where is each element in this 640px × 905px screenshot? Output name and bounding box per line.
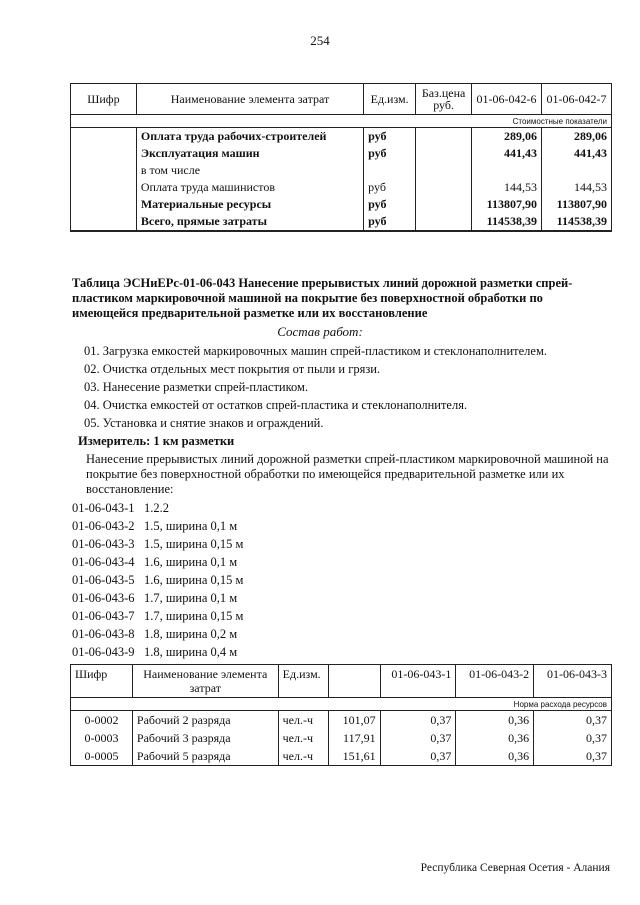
- header-col-1: 01-06-042-6: [472, 84, 542, 115]
- row-name: Материальные ресурсы: [136, 196, 363, 213]
- row-unit: руб: [364, 196, 416, 213]
- row-name: в том числе: [136, 162, 363, 179]
- row-unit: чел.-ч: [278, 729, 328, 747]
- meter-label: Измеритель: 1 км разметки: [78, 434, 235, 448]
- cost-table-subheader: [71, 115, 612, 128]
- header-price: [328, 665, 380, 698]
- item-text: 1.5, ширина 0,15 м: [144, 537, 244, 551]
- row-value-2: 114538,39: [542, 213, 612, 231]
- header-base-price: Баз.цена руб.: [416, 84, 472, 115]
- row-value-2: 144,53: [542, 179, 612, 196]
- work-item: 03. Нанесение разметки спрей-пластиком.: [84, 380, 309, 394]
- item-text: 1.8, ширина 0,2 м: [144, 627, 238, 641]
- item-text: 1.6, ширина 0,1 м: [144, 555, 238, 569]
- cost-table-header: [71, 84, 612, 115]
- item-text: 1.7, ширина 0,1 м: [144, 591, 238, 605]
- row-value-1: [472, 162, 542, 179]
- row-price: 117,91: [328, 729, 380, 747]
- header-unit: Ед.изм.: [278, 665, 328, 698]
- row-value-2: [542, 162, 612, 179]
- page-footer: Республика Северная Осетия - Алания: [420, 862, 610, 874]
- work-item: 02. Очистка отдельных мест покрытия от пыли и грязи.: [84, 362, 381, 376]
- row-unit: чел.-ч: [278, 747, 328, 766]
- item-code: 01-06-043-6: [72, 591, 135, 605]
- item-code: 01-06-043-9: [72, 645, 135, 659]
- cost-table: [70, 83, 612, 232]
- row-name: Всего, прямые затраты: [136, 213, 363, 231]
- resource-table-subheader: [71, 698, 612, 711]
- resource-table-header: [71, 665, 612, 698]
- table-title: Таблица ЭСНиЕРс-01-06-043 Нанесение прерывистых линий дорожной разметки спрей-пластиком маркировочной машиной на покрытие без поверхностной обработки по имеющейся предварительной разметке или их восстановление: [72, 276, 573, 320]
- item-code: 01-06-043-2: [72, 519, 135, 533]
- table-row: [71, 711, 612, 730]
- list-item: [72, 609, 243, 624]
- row-value-1: 113807,90: [472, 196, 542, 213]
- row-name: Рабочий 2 разряда: [132, 711, 278, 730]
- row-value-1: 0,37: [380, 711, 456, 730]
- table-row: [71, 213, 612, 231]
- row-unit: чел.-ч: [278, 711, 328, 730]
- table-row: [71, 729, 612, 747]
- header-col-2: 01-06-043-2: [456, 665, 534, 698]
- row-name: Эксплуатация машин: [136, 145, 363, 162]
- list-item: [72, 501, 169, 516]
- header-col-1: 01-06-043-1: [380, 665, 456, 698]
- row-value-3: 0,37: [534, 729, 612, 747]
- row-value-2: 0,36: [456, 711, 534, 730]
- row-unit: руб: [364, 213, 416, 231]
- table-row: [71, 162, 612, 179]
- header-name: Наименование элемента затрат: [136, 84, 363, 115]
- section-title: Состав работ:: [277, 324, 363, 339]
- row-unit: руб: [364, 179, 416, 196]
- row-value-1: 441,43: [472, 145, 542, 162]
- item-code: 01-06-043-1: [72, 501, 135, 515]
- item-code: 01-06-043-8: [72, 627, 135, 641]
- list-item: [72, 537, 243, 552]
- row-unit: [364, 162, 416, 179]
- row-name: Рабочий 3 разряда: [132, 729, 278, 747]
- list-item: [72, 519, 237, 534]
- row-price: 151,61: [328, 747, 380, 766]
- work-item: 05. Установка и снятие знаков и ограждений.: [84, 416, 324, 430]
- row-code: 0-0005: [71, 747, 133, 766]
- subheader-resource-norms: Норма расхода ресурсов: [71, 698, 612, 711]
- header-code: Шифр: [71, 665, 133, 698]
- header-name: Наименование элемента затрат: [132, 665, 278, 698]
- row-name: Рабочий 5 разряда: [132, 747, 278, 766]
- subheader-cost-indicators: Стоимостные показатели: [71, 115, 612, 128]
- row-unit: руб: [364, 128, 416, 146]
- table-row: [71, 179, 612, 196]
- row-value-2: 441,43: [542, 145, 612, 162]
- work-item: 04. Очистка емкостей от остатков спрей-пластика и стеклонаполнителя.: [84, 398, 468, 412]
- row-value-1: 0,37: [380, 747, 456, 766]
- row-value-2: 289,06: [542, 128, 612, 146]
- list-item: [72, 555, 237, 570]
- table-row: [71, 128, 612, 146]
- row-code: 0-0003: [71, 729, 133, 747]
- table-row: [71, 145, 612, 162]
- row-unit: руб: [364, 145, 416, 162]
- list-item: [72, 627, 237, 642]
- item-code: 01-06-043-4: [72, 555, 135, 569]
- resource-table: [70, 664, 612, 766]
- item-text: 1.7, ширина 0,15 м: [144, 609, 244, 623]
- row-value-2: 0,36: [456, 747, 534, 766]
- table-row: [71, 196, 612, 213]
- table-row: [71, 747, 612, 766]
- row-value-2: 113807,90: [542, 196, 612, 213]
- row-code: 0-0002: [71, 711, 133, 730]
- row-value-3: 0,37: [534, 747, 612, 766]
- header-col-2: 01-06-042-7: [542, 84, 612, 115]
- row-value-1: 289,06: [472, 128, 542, 146]
- item-text: 1.5, ширина 0,1 м: [144, 519, 238, 533]
- row-value-3: 0,37: [534, 711, 612, 730]
- item-text: 1.8, ширина 0,4 м: [144, 645, 238, 659]
- row-value-1: 0,37: [380, 729, 456, 747]
- item-text: 1.6, ширина 0,15 м: [144, 573, 244, 587]
- list-item: [72, 573, 243, 588]
- row-value-1: 114538,39: [472, 213, 542, 231]
- item-code: 01-06-043-5: [72, 573, 135, 587]
- description: Нанесение прерывистых линий дорожной разметки спрей-пластиком маркировочной машиной на покрытие без поверхностной обработки по имеющейся предварительной разметке или их восстановление:: [86, 452, 609, 496]
- header-unit: Ед.изм.: [364, 84, 416, 115]
- row-name: Оплата труда машинистов: [136, 179, 363, 196]
- row-price: 101,07: [328, 711, 380, 730]
- header-code: Шифр: [71, 84, 137, 115]
- row-name: Оплата труда рабочих-строителей: [136, 128, 363, 146]
- row-value-1: 144,53: [472, 179, 542, 196]
- header-col-3: 01-06-043-3: [534, 665, 612, 698]
- work-item: 01. Загрузка емкостей маркировочных машин спрей-пластиком и стеклонаполнителем.: [84, 344, 548, 358]
- list-item: [72, 645, 237, 660]
- list-item: [72, 591, 237, 606]
- row-value-2: 0,36: [456, 729, 534, 747]
- item-code: 01-06-043-7: [72, 609, 135, 623]
- item-code: 01-06-043-3: [72, 537, 135, 551]
- item-text: 1.2.2: [144, 501, 169, 515]
- page-number: 254: [310, 33, 330, 48]
